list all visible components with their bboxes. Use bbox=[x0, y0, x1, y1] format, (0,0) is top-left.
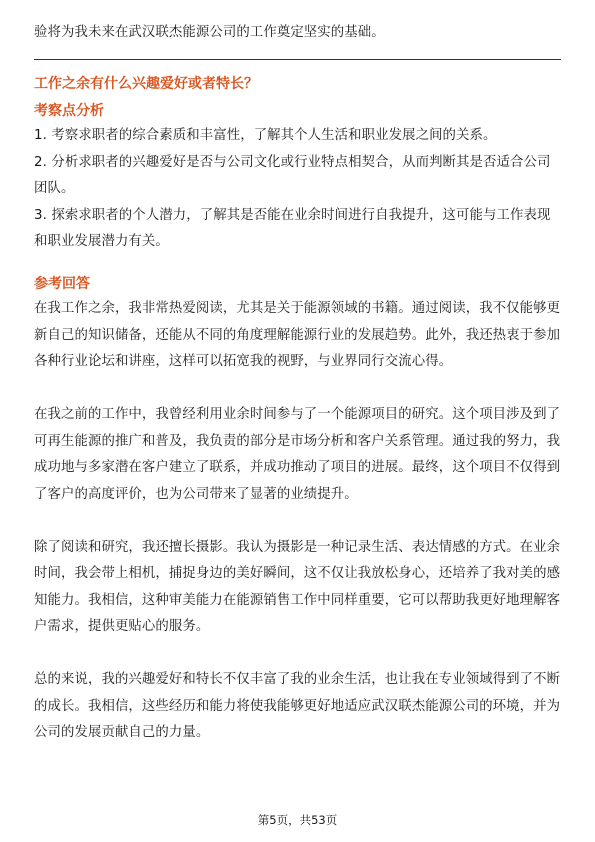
page-number: 第5页，共53页 bbox=[257, 813, 338, 827]
answer-paragraph: 总的来说，我的兴趣爱好和特长不仅丰富了我的业余生活，也让我在专业领域得到了不断的成长。我相信，这些经历和能力将使我能够更好地适应武汉联杰能源公司的环境，并为公司的发展贡献自己的力量。 bbox=[34, 672, 561, 740]
answer-paragraph: 除了阅读和研究，我还擅长摄影。我认为摄影是一种记录生活、表达情感的方式。在业余时间，我会带上相机，捕捉身边的美好瞬间，这不仅让我放松身心，还培养了我对美的感知能力。我相信，这种审美能力在能源销售工作中同样重要，它可以帮助我更好地理解客户需求，提供更贴心的服务。 bbox=[34, 539, 561, 634]
analysis-list bbox=[34, 123, 561, 256]
analysis-item: 3. 探索求职者的个人潜力，了解其是否能在业余时间进行自我提升，这可能与工作表现和职业发展潜力有关。 bbox=[34, 207, 551, 249]
document-page bbox=[34, 0, 561, 842]
answer-paragraph: 在我之前的工作中，我曾经利用业余时间参与了一个能源项目的研究。这个项目涉及到了可再生能源的推广和普及，我负责的部分是市场分析和客户关系管理。通过我的努力，我成功地与多家潜在客户建立了联系，并成功推动了项目的进展。最终，这个项目不仅得到了客户的高度评价，也为公司带来了显著的业绩提升。 bbox=[34, 407, 561, 502]
analysis-item: 2. 分析求职者的兴趣爱好是否与公司文化或行业特点相契合，从而判断其是否适合公司团队。 bbox=[34, 154, 551, 196]
answer-paragraph: 在我工作之余，我非常热爱阅读，尤其是关于能源领域的书籍。通过阅读，我不仅能够更新自己的知识储备，还能从不同的角度理解能源行业的发展趋势。此外，我还热衷于参加各种行业论坛和讲座，这样可以拓宽我的视野，与业界同行交流心得。 bbox=[34, 301, 561, 369]
answer-heading: 参考回答 bbox=[34, 276, 90, 292]
section-divider bbox=[34, 59, 561, 60]
carryover-paragraph: 验将为我未来在武汉联杰能源公司的工作奠定坚实的基础。 bbox=[34, 25, 385, 40]
answer-body bbox=[34, 296, 561, 773]
analysis-heading: 考察点分析 bbox=[34, 103, 104, 119]
analysis-item: 1. 考察求职者的综合素质和丰富性，了解其个人生活和职业发展之间的关系。 bbox=[34, 128, 497, 143]
question-title: 工作之余有什么兴趣爱好或者特长？ bbox=[34, 76, 258, 92]
